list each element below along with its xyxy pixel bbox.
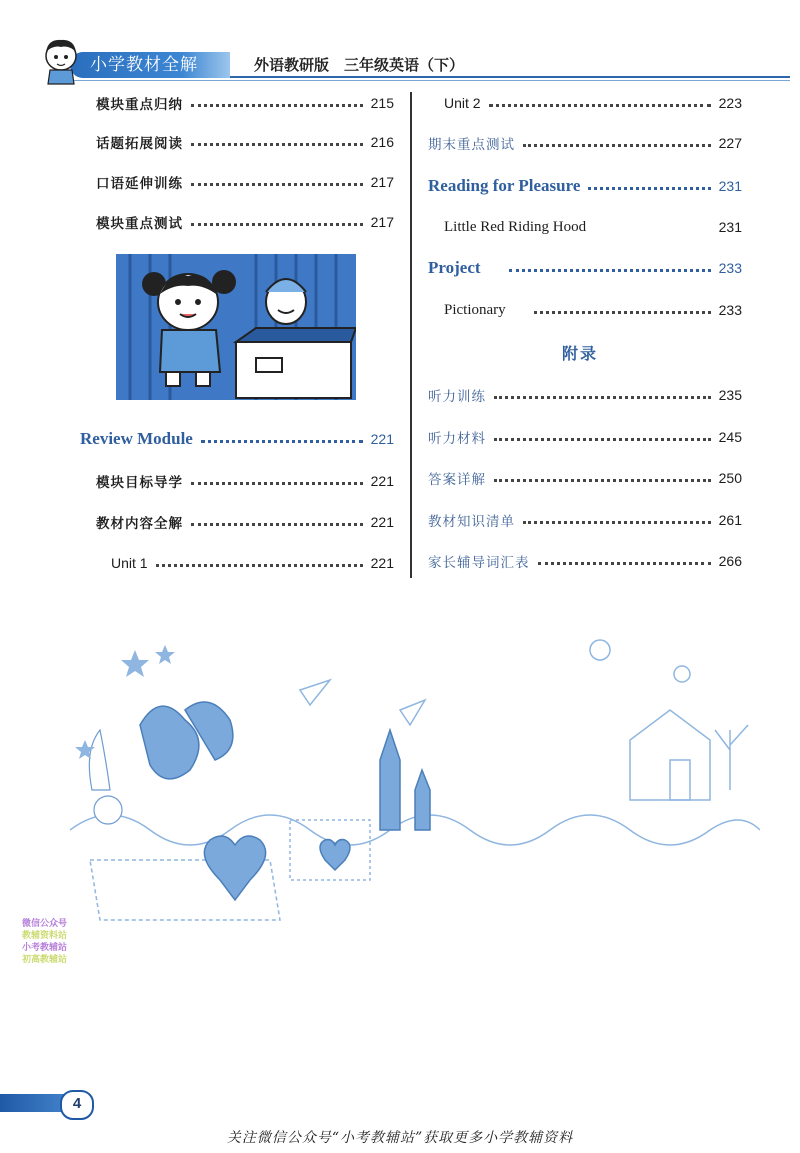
watermark-stamp — [22, 918, 67, 966]
page-number-badge — [0, 1090, 120, 1116]
toc-section-label: Review Module — [80, 429, 193, 448]
leader-dots — [588, 187, 710, 190]
leader-dots — [156, 564, 363, 567]
toc-entry-label: 家长辅导词汇表 — [428, 555, 530, 571]
leader-dots — [494, 479, 711, 482]
appendix-heading: 附录 — [562, 344, 599, 363]
toc-entry-label: 模块目标导学 — [96, 475, 183, 491]
leader-dots — [509, 269, 711, 272]
toc-entry-label: 口语延伸训练 — [96, 176, 183, 192]
toc-entry-label: Unit 1 — [111, 555, 148, 571]
toc-entry[interactable] — [444, 91, 742, 115]
toc-entry[interactable] — [428, 131, 742, 155]
kids-stage-illustration — [116, 254, 356, 400]
toc-section-label: Reading for Pleasure — [428, 176, 581, 195]
leader-dots — [538, 562, 711, 565]
toc-entry-label: 话题拓展阅读 — [96, 136, 183, 152]
toc-entry[interactable] — [96, 170, 394, 194]
toc-entry-label: Little Red Riding Hood — [444, 218, 587, 235]
toc-entry[interactable] — [444, 298, 742, 322]
page-header — [0, 0, 800, 90]
toc-entry[interactable] — [428, 466, 742, 490]
toc-entry-page: 250 — [718, 470, 742, 486]
toc-entry-page: 233 — [718, 260, 742, 276]
toc-entry-page: 245 — [718, 429, 742, 445]
toc-entry-page: 233 — [718, 302, 742, 318]
toc-entry-label: Unit 2 — [444, 95, 481, 111]
toc-section-heading[interactable] — [80, 427, 394, 451]
toc-entry-page: 221 — [370, 473, 394, 489]
toc-entry-label: 模块重点测试 — [96, 216, 183, 232]
watermark-line: 小考教辅站 — [22, 943, 68, 953]
toc-entry-page: 217 — [370, 214, 394, 230]
toc-entry[interactable] — [444, 215, 742, 239]
page-number: 4 — [60, 1090, 94, 1120]
watermark-line: 初高教辅站 — [22, 955, 68, 965]
toc-entry[interactable] — [96, 469, 394, 493]
toc-entry-page: 231 — [718, 178, 742, 194]
series-title: 小学教材全解 — [90, 55, 198, 75]
toc-entry-label: 模块重点归纳 — [96, 97, 183, 113]
leader-dots — [191, 482, 363, 485]
toc-entry-page: 217 — [370, 174, 394, 190]
toc-entry[interactable] — [428, 549, 742, 573]
toc-entry-label: 期末重点测试 — [428, 137, 515, 153]
toc-entry-page: 215 — [370, 95, 394, 111]
toc-entry-page: 266 — [718, 553, 742, 569]
leader-dots — [191, 523, 363, 526]
toc-entry-page: 216 — [370, 134, 394, 150]
toc-entry-label: 教材知识清单 — [428, 514, 515, 530]
toc-entry-page: 221 — [370, 555, 394, 571]
leader-dots — [489, 104, 711, 107]
toc-entry-page: 231 — [718, 219, 742, 235]
toc-entry-page: 235 — [718, 387, 742, 403]
book-subtitle: 外语教研版 三年级英语（下） — [254, 56, 465, 74]
leader-dots — [191, 104, 363, 107]
toc-entry[interactable] — [428, 508, 742, 532]
toc-entry[interactable] — [96, 510, 394, 534]
footer-note: 关注微信公众号“小考教辅站”获取更多小学教辅资料 — [226, 1130, 574, 1146]
leader-dots — [523, 521, 711, 524]
toc-entry[interactable] — [96, 210, 394, 234]
decorative-doodle-illustration — [70, 630, 760, 970]
toc-entry-label: 听力训练 — [428, 389, 486, 405]
toc-section-heading[interactable] — [428, 174, 742, 198]
toc-section-heading[interactable] — [428, 256, 742, 280]
toc-entry[interactable] — [96, 130, 394, 154]
leader-dots — [494, 438, 711, 441]
leader-dots — [494, 396, 711, 399]
leader-dots — [534, 311, 711, 314]
leader-dots — [191, 143, 363, 146]
boy-mascot-icon — [36, 36, 86, 86]
toc-entry[interactable] — [428, 383, 742, 407]
toc-entry-label: 听力材料 — [428, 431, 486, 447]
toc-entry[interactable] — [96, 91, 394, 115]
watermark-line: 微信公众号 — [22, 919, 68, 929]
toc-entry-label: 教材内容全解 — [96, 516, 183, 532]
toc-entry-page: 227 — [718, 135, 742, 151]
toc-entry[interactable] — [428, 425, 742, 449]
toc-entry-page: 261 — [718, 512, 742, 528]
toc-entry-page: 221 — [370, 514, 394, 530]
toc-entry-page: 221 — [370, 431, 394, 447]
watermark-line: 教辅资料站 — [22, 931, 68, 941]
toc-section-label: Project — [428, 258, 481, 277]
leader-dots — [191, 183, 363, 186]
leader-dots — [523, 144, 711, 147]
toc-entry[interactable] — [111, 551, 394, 575]
toc-entry-label: Pictionary — [444, 301, 506, 318]
toc-entry-page: 223 — [718, 95, 742, 111]
header-rule-thin — [60, 80, 790, 81]
toc-entry-label: 答案详解 — [428, 472, 486, 488]
leader-dots — [191, 223, 363, 226]
column-divider — [410, 92, 412, 578]
leader-dots — [201, 440, 363, 443]
